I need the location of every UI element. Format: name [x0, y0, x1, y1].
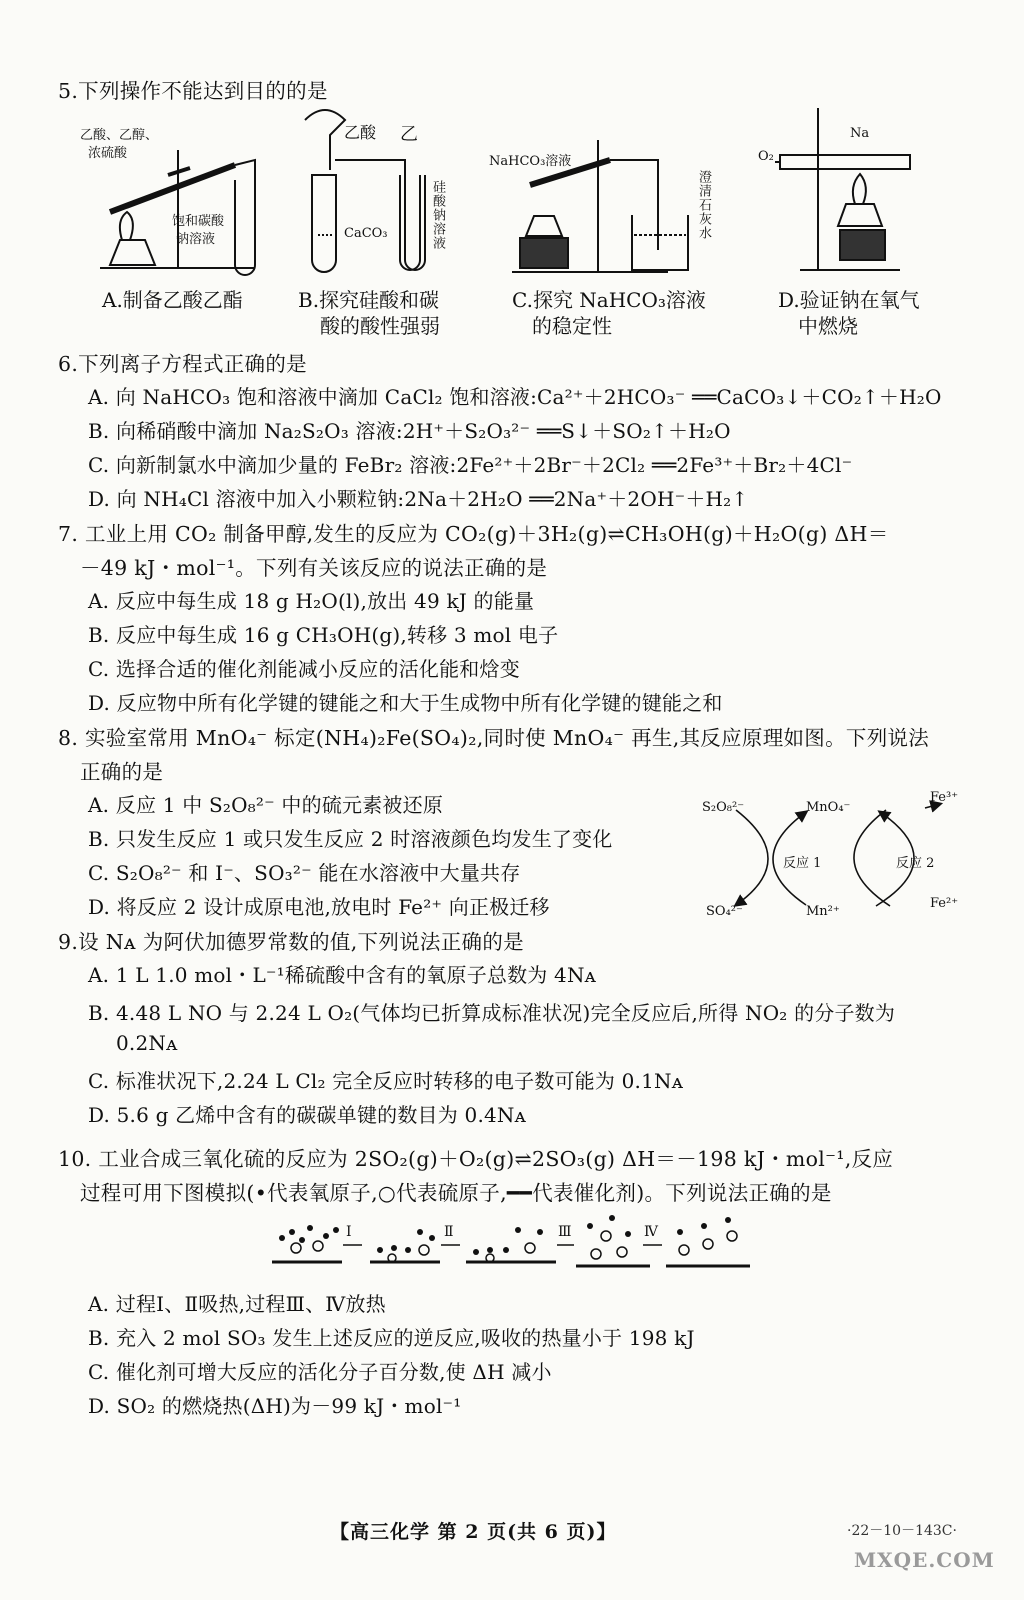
label-mno4: MnO₄⁻	[806, 800, 851, 815]
label-fe2: Fe²⁺	[930, 896, 959, 911]
step-label-2: Ⅱ	[444, 1224, 454, 1240]
fig-b-label-funnel: 乙酸	[344, 123, 377, 142]
label-fe3: Fe³⁺	[930, 790, 959, 805]
q8-option-d: D. 将反应 2 设计成原电池,放电时 Fe²⁺ 向正极迁移	[88, 895, 550, 919]
fig-a-label-tube2: 钠溶液	[176, 232, 216, 247]
q10-option-c: C. 催化剂可增大反应的活化分子百分数,使 ΔH 减小	[88, 1360, 552, 1384]
fig-d-caption-1: D.验证钠在氧气	[778, 288, 920, 312]
q9-option-d: D. 5.6 g 乙烯中含有的碳碳单键的数目为 0.4Nᴀ	[88, 1103, 527, 1127]
step-label-1: Ⅰ	[346, 1224, 352, 1240]
fig-c-label-reagent: NaHCO₃溶液	[489, 154, 572, 169]
watermark-logo: MXQE.COM	[854, 1548, 995, 1572]
q10-option-d: D. SO₂ 的燃烧热(ΔH)为－99 kJ・mol⁻¹	[88, 1394, 462, 1418]
q7-option-c: C. 选择合适的催化剂能减小反应的活化能和焓变	[88, 657, 520, 681]
molecule-atoms	[0, 0, 1, 1]
q7-option-b: B. 反应中每生成 16 g CH₃OH(g),转移 3 mol 电子	[88, 623, 559, 647]
fig-d-label-gas: O₂	[758, 149, 774, 164]
q9-option-c: C. 标准状况下,2.24 L Cl₂ 完全反应时转移的电子数可能为 0.1Nᴀ	[88, 1069, 684, 1093]
fig-a-label-acid: 浓硫酸	[88, 146, 128, 161]
q10-stem-1: 10. 工业合成三氧化硫的反应为 2SO₂(g)＋O₂(g)⇌2SO₃(g) ΔH＝－198 kJ・mol⁻¹,反应	[58, 1147, 894, 1171]
fig-a-caption: A.制备乙酸乙酯	[102, 288, 243, 312]
q8-option-b: B. 只发生反应 1 或只发生反应 2 时溶液颜色均发生了变化	[88, 827, 613, 851]
q10-stem-2: 过程可用下图模拟(•代表氧原子,○代表硫原子,━━代表催化剂)。下列说法正确的是	[80, 1181, 832, 1205]
fig-b-caption-2: 酸的酸性强弱	[320, 314, 440, 338]
q8-stem-1: 8. 实验室常用 MnO₄⁻ 标定(NH₄)₂Fe(SO₄)₂,同时使 MnO₄⁻ 再生,其反应原理如图。下列说法	[58, 726, 930, 750]
fig-b-label-tube: 硅酸钠溶液	[430, 180, 445, 250]
q9-option-a: A. 1 L 1.0 mol・L⁻¹稀硫酸中含有的氧原子总数为 4Nᴀ	[88, 963, 597, 987]
q7-stem-1: 7. 工业上用 CO₂ 制备甲醇,发生的反应为 CO₂(g)＋3H₂(g)⇌CH₃OH(g)＋H₂O(g) ΔH＝	[58, 522, 889, 546]
q7-option-d: D. 反应物中所有化学键的键能之和大于生成物中所有化学键的键能之和	[88, 691, 723, 715]
fig-d-label-na: Na	[850, 126, 870, 141]
q9-stem: 9.设 Nᴀ 为阿伏加德罗常数的值,下列说法正确的是	[58, 930, 524, 954]
label-s2o8: S₂O₈²⁻	[702, 800, 745, 815]
q9-option-b-2: 0.2Nᴀ	[116, 1031, 178, 1055]
q8-stem-2: 正确的是	[80, 760, 164, 784]
label-so4: SO₄²⁻	[706, 904, 743, 919]
fig-b-label-flask: CaCO₃	[344, 226, 388, 241]
fig-c-caption-1: C.探究 NaHCO₃溶液	[512, 288, 706, 312]
label-reaction-1: 反应 1	[783, 856, 822, 871]
q6-option-d: D. 向 NH₄Cl 溶液中加入小颗粒钠:2Na＋2H₂O ══2Na⁺＋2OH⁻＋H₂↑	[88, 487, 749, 511]
q7-stem-2: －49 kJ・mol⁻¹。下列有关该反应的说法正确的是	[80, 556, 548, 580]
q9-option-b-1: B. 4.48 L NO 与 2.24 L O₂(气体均已折算成标准状况)完全反应后,所得 NO₂ 的分子数为	[88, 1001, 896, 1025]
q10-option-a: A. 过程Ⅰ、Ⅱ吸热,过程Ⅲ、Ⅳ放热	[88, 1292, 386, 1316]
fig-b-caption-1: B.探究硅酸和碳	[298, 288, 440, 312]
fig-d-caption-2: 中燃烧	[798, 314, 858, 338]
fig-c-label-tube: 澄清石灰水	[696, 170, 711, 240]
label-mn2: Mn²⁺	[806, 904, 840, 919]
q6-stem: 6.下列离子方程式正确的是	[58, 352, 307, 376]
q10-option-b: B. 充入 2 mol SO₃ 发生上述反应的逆反应,吸收的热量小于 198 kJ	[88, 1326, 695, 1350]
label-reaction-2: 反应 2	[896, 856, 935, 871]
q8-option-a: A. 反应 1 中 S₂O₈²⁻ 中的硫元素被还原	[88, 793, 444, 817]
q8-option-c: C. S₂O₈²⁻ 和 I⁻、SO₃²⁻ 能在水溶液中大量共存	[88, 861, 521, 885]
q6-option-a: A. 向 NaHCO₃ 饱和溶液中滴加 CaCl₂ 饱和溶液:Ca²⁺＋2HCO₃⁻ ══CaCO₃↓＋CO₂↑＋H₂O	[88, 385, 942, 409]
q6-option-c: C. 向新制氯水中滴加少量的 FeBr₂ 溶液:2Fe²⁺＋2Br⁻＋2Cl₂ ══2Fe³⁺＋Br₂＋4Cl⁻	[88, 453, 853, 477]
fig-a-label-tube: 饱和碳酸	[172, 214, 225, 229]
page-footer: 【高三化学 第 2 页(共 6 页)】	[330, 1521, 617, 1543]
step-label-3: Ⅲ	[558, 1224, 572, 1240]
step-label-4: Ⅳ	[644, 1224, 658, 1240]
fig-b-label-b: 乙	[400, 124, 418, 145]
fig-c-caption-2: 的稳定性	[532, 314, 612, 338]
q5-stem: 5.下列操作不能达到目的的是	[58, 79, 328, 103]
q7-option-a: A. 反应中每生成 18 g H₂O(l),放出 49 kJ 的能量	[88, 589, 535, 613]
q6-option-b: B. 向稀硝酸中滴加 Na₂S₂O₃ 溶液:2H⁺＋S₂O₃²⁻ ══S↓＋SO₂↑＋H₂O	[88, 419, 731, 443]
fig-a-label-reagents: 乙酸、乙醇、	[80, 128, 159, 143]
exam-code: ·22－10－143C·	[847, 1523, 957, 1539]
